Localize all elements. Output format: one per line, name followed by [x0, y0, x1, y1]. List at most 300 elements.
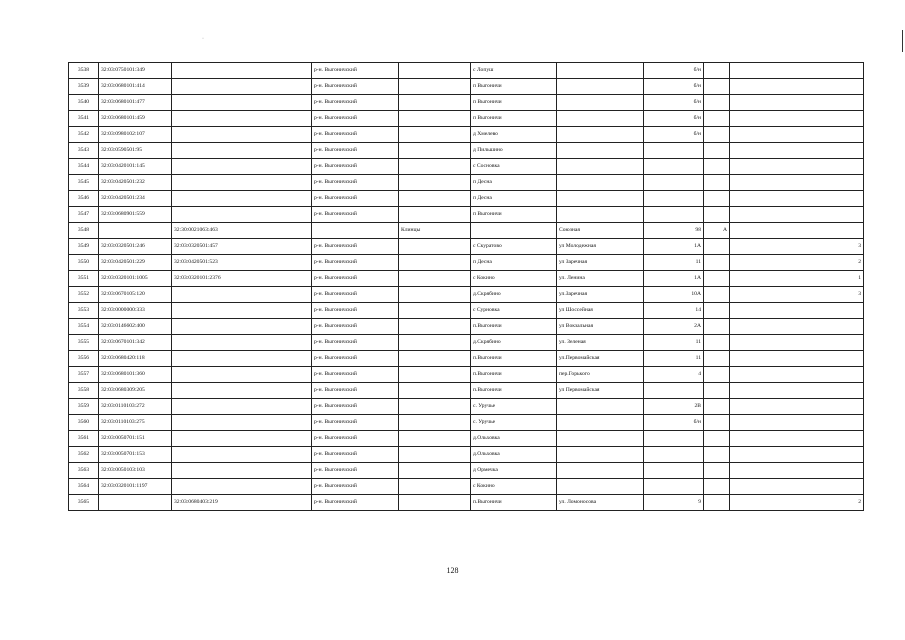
row-number-cell: 3558 [69, 383, 99, 399]
district-cell: р-н. Выгоничский [312, 175, 399, 191]
locality-cell: п Выгоничи [471, 79, 557, 95]
parent-cadastral-number-cell [172, 367, 312, 383]
cadastral-number-cell: 32:03:0680101:414 [99, 79, 172, 95]
city-cell [399, 463, 471, 479]
locality-cell: с Кокино [471, 479, 557, 495]
cadastral-number-cell: 32:03:0000000:333 [99, 303, 172, 319]
parent-cadastral-number-cell: 32:03:0320501:457 [172, 239, 312, 255]
house-cell: 11 [644, 335, 704, 351]
street-cell: ул Вокзальная [557, 319, 644, 335]
parent-cadastral-number-cell [172, 79, 312, 95]
district-cell: р-н. Выгоничский [312, 319, 399, 335]
street-cell [557, 95, 644, 111]
property-registry-table [68, 62, 864, 511]
street-cell [557, 127, 644, 143]
apartment-cell [730, 367, 864, 383]
parent-cadastral-number-cell [172, 479, 312, 495]
parent-cadastral-number-cell [172, 431, 312, 447]
building-cell [704, 239, 730, 255]
city-cell [399, 303, 471, 319]
district-cell: р-н. Выгоничский [312, 191, 399, 207]
apartment-cell [730, 335, 864, 351]
house-cell [644, 383, 704, 399]
city-cell [399, 415, 471, 431]
cadastral-number-cell: 32:03:0420101:145 [99, 159, 172, 175]
city-cell [399, 383, 471, 399]
building-cell [704, 495, 730, 511]
house-cell: 4 [644, 367, 704, 383]
apartment-cell: 1 [730, 271, 864, 287]
house-cell: б/н [644, 111, 704, 127]
row-number-cell: 3565 [69, 495, 99, 511]
city-cell [399, 479, 471, 495]
cadastral-number-cell: 32:03:0320501:246 [99, 239, 172, 255]
building-cell [704, 95, 730, 111]
district-cell: р-н. Выгоничский [312, 287, 399, 303]
table-row [69, 175, 864, 191]
house-cell [644, 207, 704, 223]
city-cell [399, 351, 471, 367]
city-cell [399, 143, 471, 159]
building-cell [704, 335, 730, 351]
locality-cell: д.Скрябино [471, 335, 557, 351]
city-cell [399, 191, 471, 207]
parent-cadastral-number-cell [172, 447, 312, 463]
row-number-cell: 3546 [69, 191, 99, 207]
row-number-cell: 3542 [69, 127, 99, 143]
row-number-cell: 3562 [69, 447, 99, 463]
parent-cadastral-number-cell [172, 335, 312, 351]
page-number: 128 [446, 566, 459, 575]
district-cell: р-н. Выгоничский [312, 415, 399, 431]
parent-cadastral-number-cell: 32:03:0680403:219 [172, 495, 312, 511]
street-cell: Союзная [557, 223, 644, 239]
district-cell: р-н. Выгоничский [312, 479, 399, 495]
cadastral-number-cell: 32:03:0680101:477 [99, 95, 172, 111]
street-cell: ул.Первомайская [557, 351, 644, 367]
cadastral-number-cell: 32:03:0420501:234 [99, 191, 172, 207]
locality-cell: с. Уручье [471, 399, 557, 415]
city-cell [399, 175, 471, 191]
row-number-cell: 3544 [69, 159, 99, 175]
table-row [69, 63, 864, 79]
street-cell: ул. Ломоносова [557, 495, 644, 511]
parent-cadastral-number-cell [172, 303, 312, 319]
apartment-cell: 3 [730, 239, 864, 255]
building-cell [704, 175, 730, 191]
row-number-cell: 3548 [69, 223, 99, 239]
house-cell [644, 159, 704, 175]
house-cell [644, 143, 704, 159]
table-row [69, 351, 864, 367]
district-cell: р-н. Выгоничский [312, 399, 399, 415]
apartment-cell [730, 111, 864, 127]
table-row [69, 463, 864, 479]
city-cell [399, 79, 471, 95]
parent-cadastral-number-cell [172, 63, 312, 79]
parent-cadastral-number-cell [172, 287, 312, 303]
house-cell [644, 447, 704, 463]
cadastral-number-cell: 32:03:0680420:118 [99, 351, 172, 367]
house-cell: 2В [644, 399, 704, 415]
district-cell: р-н. Выгоничский [312, 463, 399, 479]
district-cell: р-н. Выгоничский [312, 335, 399, 351]
row-number-cell: 3541 [69, 111, 99, 127]
street-cell: ул.Заречная [557, 287, 644, 303]
street-cell: ул Первомайская [557, 383, 644, 399]
city-cell: Клинцы [399, 223, 471, 239]
city-cell [399, 431, 471, 447]
street-cell [557, 415, 644, 431]
district-cell: р-н. Выгоничский [312, 431, 399, 447]
row-number-cell: 3560 [69, 415, 99, 431]
locality-cell: д Ормечка [471, 463, 557, 479]
street-cell [557, 207, 644, 223]
district-cell: р-н. Выгоничский [312, 127, 399, 143]
street-cell: ул Шоссейная [557, 303, 644, 319]
street-cell [557, 63, 644, 79]
parent-cadastral-number-cell: 32:03:0420501:523 [172, 255, 312, 271]
house-cell: б/н [644, 79, 704, 95]
city-cell [399, 399, 471, 415]
house-cell: 2А [644, 319, 704, 335]
house-cell: 14 [644, 303, 704, 319]
cadastral-number-cell: 32:03:0320101:1005 [99, 271, 172, 287]
house-cell: 98 [644, 223, 704, 239]
street-cell [557, 431, 644, 447]
building-cell [704, 447, 730, 463]
building-cell [704, 431, 730, 447]
table-row [69, 271, 864, 287]
table-row [69, 399, 864, 415]
building-cell [704, 271, 730, 287]
building-cell [704, 383, 730, 399]
cadastral-number-cell: 32:03:0680901:559 [99, 207, 172, 223]
city-cell [399, 335, 471, 351]
table-row [69, 255, 864, 271]
table-row [69, 335, 864, 351]
building-cell [704, 287, 730, 303]
city-cell [399, 367, 471, 383]
row-number-cell: 3539 [69, 79, 99, 95]
locality-cell: п.Выгоничи [471, 495, 557, 511]
apartment-cell [730, 383, 864, 399]
parent-cadastral-number-cell [172, 127, 312, 143]
building-cell: А [704, 223, 730, 239]
house-cell: б/н [644, 127, 704, 143]
district-cell: р-н. Выгоничский [312, 63, 399, 79]
row-number-cell: 3557 [69, 367, 99, 383]
building-cell [704, 367, 730, 383]
table-row [69, 447, 864, 463]
locality-cell: с Сосновка [471, 159, 557, 175]
apartment-cell [730, 415, 864, 431]
apartment-cell [730, 479, 864, 495]
parent-cadastral-number-cell: 32:03:0320101:2376 [172, 271, 312, 287]
table-row [69, 415, 864, 431]
district-cell: р-н. Выгоничский [312, 271, 399, 287]
city-cell [399, 159, 471, 175]
row-number-cell: 3556 [69, 351, 99, 367]
street-cell: ул. Зеленая [557, 335, 644, 351]
row-number-cell: 3551 [69, 271, 99, 287]
cadastral-number-cell: 32:03:0420501:229 [99, 255, 172, 271]
locality-cell: п Десна [471, 191, 557, 207]
city-cell [399, 207, 471, 223]
house-cell: б/н [644, 415, 704, 431]
house-cell: 1А [644, 271, 704, 287]
district-cell: р-н. Выгоничский [312, 159, 399, 175]
city-cell [399, 63, 471, 79]
house-cell [644, 431, 704, 447]
registry-body [69, 63, 864, 511]
building-cell [704, 191, 730, 207]
apartment-cell [730, 399, 864, 415]
street-cell [557, 175, 644, 191]
cadastral-number-cell: 32:03:0750101:349 [99, 63, 172, 79]
parent-cadastral-number-cell [172, 95, 312, 111]
row-number-cell: 3559 [69, 399, 99, 415]
locality-cell: с. Уручье [471, 415, 557, 431]
locality-cell [471, 223, 557, 239]
house-cell: б/н [644, 95, 704, 111]
street-cell [557, 111, 644, 127]
table-row [69, 431, 864, 447]
building-cell [704, 159, 730, 175]
cadastral-number-cell: 32:03:0110103:275 [99, 415, 172, 431]
street-cell [557, 79, 644, 95]
locality-cell: с Сурновка [471, 303, 557, 319]
row-number-cell: 3540 [69, 95, 99, 111]
city-cell [399, 95, 471, 111]
locality-cell: с Кокино [471, 271, 557, 287]
locality-cell: д.Ольховка [471, 431, 557, 447]
parent-cadastral-number-cell [172, 191, 312, 207]
cadastral-number-cell [99, 495, 172, 511]
district-cell [312, 223, 399, 239]
district-cell: р-н. Выгоничский [312, 255, 399, 271]
apartment-cell [730, 159, 864, 175]
cadastral-number-cell: 32:03:0980102:107 [99, 127, 172, 143]
street-cell [557, 191, 644, 207]
parent-cadastral-number-cell [172, 111, 312, 127]
table-row [69, 287, 864, 303]
parent-cadastral-number-cell [172, 159, 312, 175]
cadastral-number-cell: 32:03:0590501:95 [99, 143, 172, 159]
building-cell [704, 479, 730, 495]
parent-cadastral-number-cell [172, 143, 312, 159]
parent-cadastral-number-cell [172, 399, 312, 415]
locality-cell: п Выгоничи [471, 95, 557, 111]
building-cell [704, 319, 730, 335]
street-cell: пер.Горького [557, 367, 644, 383]
row-number-cell: 3550 [69, 255, 99, 271]
row-number-cell: 3564 [69, 479, 99, 495]
row-number-cell: 3561 [69, 431, 99, 447]
cadastral-number-cell: 32:03:0050103:103 [99, 463, 172, 479]
table-row [69, 191, 864, 207]
page-mark: · [202, 36, 204, 42]
city-cell [399, 319, 471, 335]
apartment-cell: 3 [730, 287, 864, 303]
table-row [69, 495, 864, 511]
district-cell: р-н. Выгоничский [312, 239, 399, 255]
building-cell [704, 415, 730, 431]
street-cell [557, 399, 644, 415]
apartment-cell [730, 207, 864, 223]
table-row [69, 159, 864, 175]
apartment-cell [730, 127, 864, 143]
cadastral-number-cell: 32:03:0680101:459 [99, 111, 172, 127]
building-cell [704, 111, 730, 127]
apartment-cell [730, 223, 864, 239]
district-cell: р-н. Выгоничский [312, 303, 399, 319]
building-cell [704, 399, 730, 415]
cadastral-number-cell: 32:03:0670105:120 [99, 287, 172, 303]
district-cell: р-н. Выгоничский [312, 111, 399, 127]
table-row [69, 143, 864, 159]
parent-cadastral-number-cell [172, 351, 312, 367]
cadastral-number-cell: 32:03:0110103:272 [99, 399, 172, 415]
locality-cell: с Скуратово [471, 239, 557, 255]
cadastral-number-cell: 32:03:0680101:360 [99, 367, 172, 383]
row-number-cell: 3563 [69, 463, 99, 479]
building-cell [704, 79, 730, 95]
cadastral-number-cell: 32:03:0050701:153 [99, 447, 172, 463]
locality-cell: п.Выгоничи [471, 367, 557, 383]
district-cell: р-н. Выгоничский [312, 447, 399, 463]
building-cell [704, 63, 730, 79]
city-cell [399, 271, 471, 287]
house-cell: 11 [644, 255, 704, 271]
street-cell [557, 479, 644, 495]
row-number-cell: 3543 [69, 143, 99, 159]
apartment-cell [730, 191, 864, 207]
apartment-cell [730, 431, 864, 447]
cadastral-number-cell: 32:03:0320101:1197 [99, 479, 172, 495]
table-row [69, 79, 864, 95]
district-cell: р-н. Выгоничский [312, 351, 399, 367]
city-cell [399, 447, 471, 463]
district-cell: р-н. Выгоничский [312, 207, 399, 223]
district-cell: р-н. Выгоничский [312, 95, 399, 111]
apartment-cell [730, 63, 864, 79]
house-cell: 10А [644, 287, 704, 303]
locality-cell: п.Выгоничи [471, 319, 557, 335]
table-row [69, 479, 864, 495]
parent-cadastral-number-cell [172, 415, 312, 431]
locality-cell: п Выгоничи [471, 207, 557, 223]
table-row [69, 111, 864, 127]
apartment-cell: 2 [730, 255, 864, 271]
city-cell [399, 495, 471, 511]
table-row [69, 303, 864, 319]
locality-cell: п.Выгоничи [471, 351, 557, 367]
house-cell: 1А [644, 239, 704, 255]
parent-cadastral-number-cell [172, 175, 312, 191]
row-number-cell: 3555 [69, 335, 99, 351]
table-row [69, 319, 864, 335]
street-cell [557, 159, 644, 175]
cadastral-number-cell: 32:03:0420501:232 [99, 175, 172, 191]
row-number-cell: 3549 [69, 239, 99, 255]
district-cell: р-н. Выгоничский [312, 79, 399, 95]
house-cell: 11 [644, 351, 704, 367]
building-cell [704, 207, 730, 223]
street-cell [557, 143, 644, 159]
district-cell: р-н. Выгоничский [312, 495, 399, 511]
building-cell [704, 463, 730, 479]
locality-cell: д Пильшино [471, 143, 557, 159]
house-cell: б/н [644, 63, 704, 79]
city-cell [399, 287, 471, 303]
district-cell: р-н. Выгоничский [312, 383, 399, 399]
locality-cell: п Десна [471, 175, 557, 191]
parent-cadastral-number-cell [172, 319, 312, 335]
apartment-cell [730, 79, 864, 95]
row-number-cell: 3538 [69, 63, 99, 79]
row-number-cell: 3547 [69, 207, 99, 223]
cadastral-number-cell: 32:03:0680309:205 [99, 383, 172, 399]
table-row [69, 239, 864, 255]
table-row [69, 383, 864, 399]
table-row [69, 223, 864, 239]
street-cell: ул Заречная [557, 255, 644, 271]
building-cell [704, 255, 730, 271]
apartment-cell [730, 143, 864, 159]
street-cell [557, 463, 644, 479]
locality-cell: с Лопуш [471, 63, 557, 79]
apartment-cell [730, 303, 864, 319]
apartment-cell [730, 319, 864, 335]
row-number-cell: 3552 [69, 287, 99, 303]
apartment-cell [730, 351, 864, 367]
house-cell: 9 [644, 495, 704, 511]
building-cell [704, 143, 730, 159]
building-cell [704, 351, 730, 367]
city-cell [399, 127, 471, 143]
row-number-cell: 3554 [69, 319, 99, 335]
city-cell [399, 239, 471, 255]
locality-cell: д.Ольховка [471, 447, 557, 463]
cadastral-number-cell: 32:03:0670101:342 [99, 335, 172, 351]
locality-cell: п.Выгоничи [471, 383, 557, 399]
cadastral-number-cell: 32:03:0050701:151 [99, 431, 172, 447]
district-cell: р-н. Выгоничский [312, 367, 399, 383]
city-cell [399, 111, 471, 127]
apartment-cell: 2 [730, 495, 864, 511]
building-cell [704, 303, 730, 319]
parent-cadastral-number-cell [172, 463, 312, 479]
locality-cell: п Десна [471, 255, 557, 271]
locality-cell: д.Скрябино [471, 287, 557, 303]
parent-cadastral-number-cell [172, 207, 312, 223]
house-cell [644, 191, 704, 207]
locality-cell: п Выгоничи [471, 111, 557, 127]
parent-cadastral-number-cell: 32:30:0021063:463 [172, 223, 312, 239]
house-cell [644, 175, 704, 191]
table-row [69, 127, 864, 143]
apartment-cell [730, 175, 864, 191]
apartment-cell [730, 95, 864, 111]
house-cell [644, 463, 704, 479]
locality-cell: д Хмелево [471, 127, 557, 143]
street-cell: ул Молодежная [557, 239, 644, 255]
parent-cadastral-number-cell [172, 383, 312, 399]
cadastral-number-cell [99, 223, 172, 239]
street-cell: ул. Ленина [557, 271, 644, 287]
district-cell: р-н. Выгоничский [312, 143, 399, 159]
